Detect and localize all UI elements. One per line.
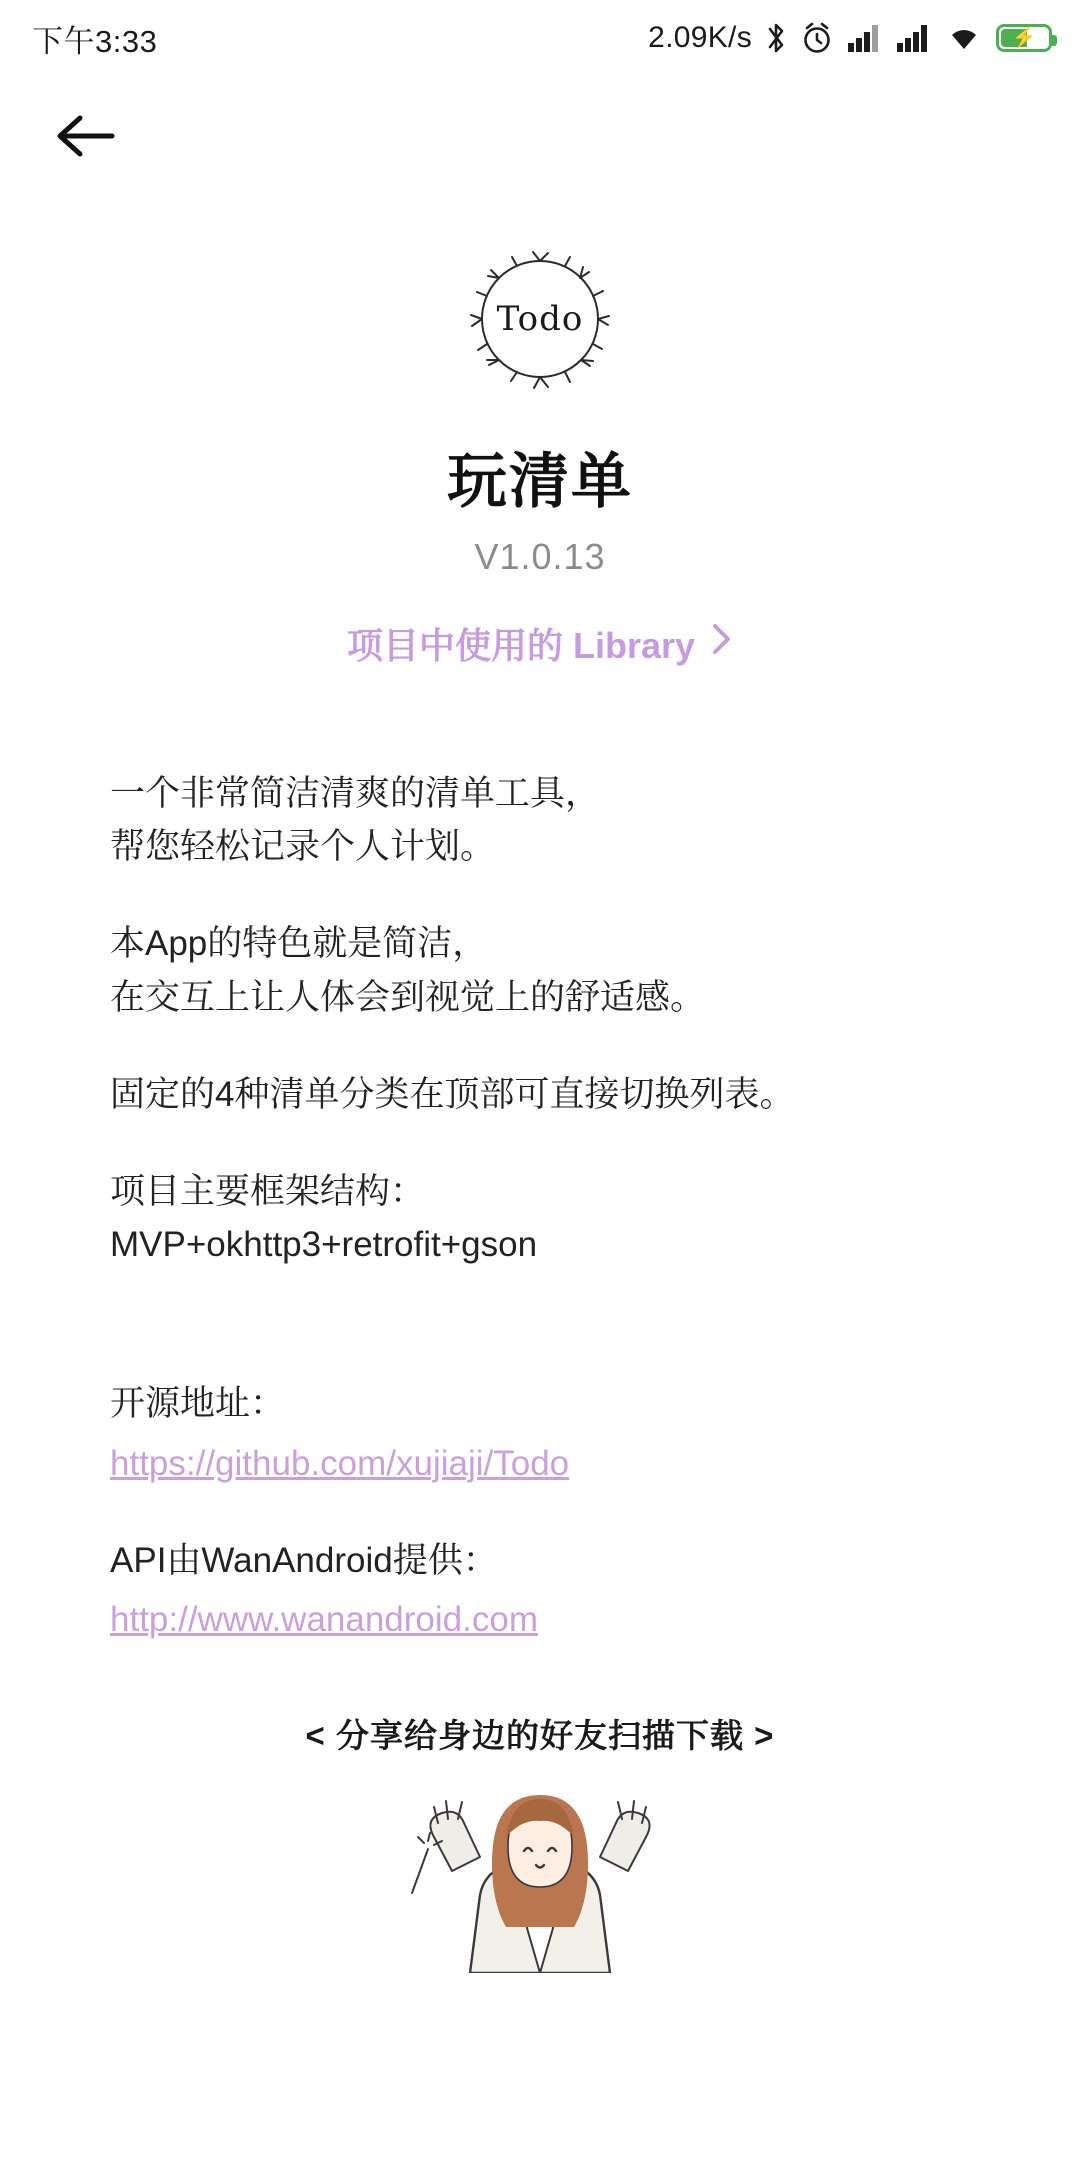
description-paragraph-3 — [110, 1068, 970, 1121]
bluetooth-icon — [765, 21, 787, 55]
description-line: 一个非常简洁清爽的清单工具， — [110, 774, 601, 813]
wifi-icon — [945, 23, 983, 53]
network-speed-label: 2.09K/s — [648, 21, 752, 54]
toolbar — [0, 76, 1080, 196]
signal-icon — [896, 23, 932, 53]
source-url-link[interactable]: https://github.com/xujiaji/Todo — [110, 1443, 570, 1483]
logo-text: Todo — [496, 299, 584, 339]
description-line: 帮您轻松记录个人计划。 — [110, 827, 496, 867]
description-paragraph-1 — [110, 767, 970, 873]
back-arrow-icon — [56, 113, 116, 159]
alarm-icon — [800, 21, 834, 55]
api-url-link[interactable]: http://www.wanandroid.com — [110, 1599, 538, 1639]
status-clock: 下午3:33 — [32, 23, 158, 59]
api-label: API由WanAndroid提供： — [110, 1540, 498, 1580]
app-version: V1.0.13 — [474, 536, 606, 577]
description-paragraph-4 — [110, 1165, 970, 1271]
description-paragraph-2 — [110, 917, 970, 1023]
signal-icon — [847, 23, 883, 53]
description-body — [0, 767, 1080, 1646]
app-logo-container — [0, 244, 1080, 394]
source-label: 开源地址： — [110, 1384, 286, 1424]
spacer — [110, 1315, 970, 1377]
share-title: < 分享给身边的好友扫描下载 > — [305, 1717, 775, 1755]
description-line: 项目主要框架结构： — [110, 1171, 426, 1211]
source-block — [110, 1377, 970, 1489]
library-link-label: 项目中使用的 Library — [346, 625, 696, 666]
description-line: 本App的特色就是简洁， — [110, 924, 488, 964]
back-button[interactable] — [44, 94, 128, 178]
todo-logo — [465, 244, 615, 394]
chevron-right-icon — [711, 622, 733, 665]
library-link[interactable] — [0, 618, 1080, 669]
share-illustration — [342, 1793, 738, 1973]
battery-charging-icon: ⚡ — [996, 24, 1052, 52]
app-name: 玩清单 — [447, 448, 633, 515]
status-bar — [0, 0, 1080, 76]
description-line: MVP+okhttp3+retrofit+gson — [110, 1225, 538, 1265]
character-illustration-icon — [342, 1793, 738, 1973]
api-block — [110, 1534, 970, 1646]
description-line: 在交互上让人体会到视觉上的舒适感。 — [110, 977, 706, 1017]
description-line: 固定的4种清单分类在顶部可直接切换列表。 — [110, 1074, 795, 1114]
status-icons — [648, 21, 1052, 55]
